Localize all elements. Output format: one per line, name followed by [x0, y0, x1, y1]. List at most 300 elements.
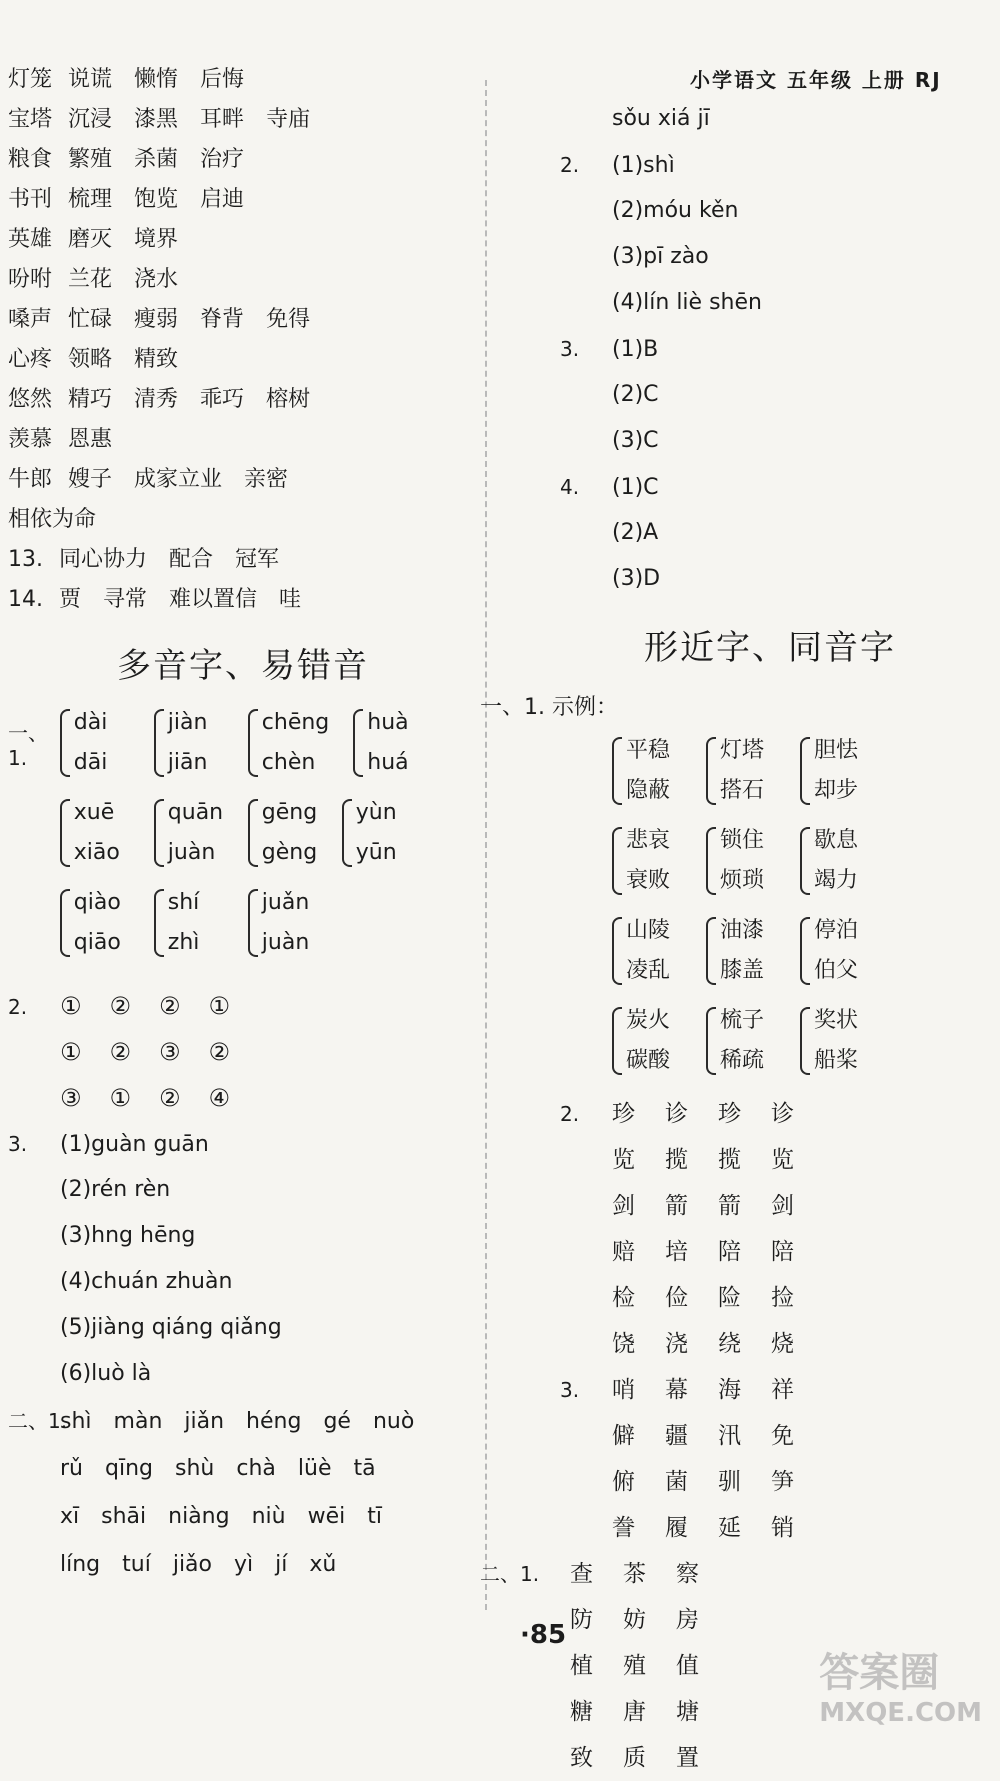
answer-cell: 笋 — [771, 1469, 794, 1495]
watermark — [819, 1641, 982, 1728]
pair-top: xuē — [73, 800, 115, 825]
pair-bottom: 烦琐 — [720, 868, 765, 893]
answer-cell: 疆 — [665, 1423, 688, 1449]
pinyin-pair — [248, 883, 318, 963]
answer-cell: 险 — [718, 1285, 741, 1311]
word: 哇 — [279, 587, 302, 612]
q4-block — [8, 1397, 478, 1589]
pair-top: 胆怯 — [814, 738, 859, 763]
pinyin-cell: rǔ — [60, 1456, 83, 1481]
word: 磨灭 — [68, 227, 113, 252]
word: 免得 — [266, 307, 311, 332]
answer-cell: ① — [60, 992, 82, 1020]
s2-q2 — [560, 1091, 980, 1367]
answer-row — [8, 1075, 478, 1121]
answer-row — [560, 1367, 980, 1413]
answer-cell: 赔 — [612, 1239, 635, 1265]
answer-line — [560, 464, 980, 510]
answer-line — [8, 1213, 478, 1259]
word: 寺庙 — [266, 107, 311, 132]
pair-bottom: 却步 — [814, 778, 859, 803]
word: 乖巧 — [200, 387, 245, 412]
pair-bottom: dāi — [73, 750, 108, 775]
word: 英雄 — [8, 227, 53, 252]
pinyin-cell: niàng — [168, 1504, 230, 1529]
answer-row — [480, 1735, 980, 1781]
word: 牛郎 — [8, 467, 53, 492]
answer-cell: 览 — [612, 1147, 635, 1173]
answer-text: (1)B — [612, 337, 659, 362]
pair-top: 歇息 — [814, 828, 859, 853]
word-line — [8, 300, 478, 340]
answer-cell: 珍 — [718, 1101, 741, 1127]
word-line — [8, 500, 478, 540]
answer-line — [560, 510, 980, 556]
word: 恩惠 — [68, 427, 113, 452]
q1-block — [8, 703, 478, 973]
answer-text: (3)pī zào — [612, 244, 709, 269]
pinyin-cell: tā — [353, 1456, 376, 1481]
word-pair — [706, 821, 776, 901]
pair-top: 油漆 — [720, 918, 765, 943]
right-q2 — [560, 142, 980, 326]
answer-cell: 剑 — [771, 1193, 794, 1219]
answer-cell: ② — [109, 992, 132, 1020]
pinyin-cell: lüè — [297, 1456, 332, 1481]
pair-top: 悲哀 — [626, 828, 671, 853]
word: 繁殖 — [68, 147, 113, 172]
answer-line — [8, 1167, 478, 1213]
pair-top: 灯塔 — [720, 738, 765, 763]
word: 漆黑 — [134, 107, 179, 132]
pinyin-rows — [8, 1397, 478, 1589]
word: 领略 — [68, 347, 113, 372]
q3-block — [8, 1121, 478, 1397]
s2-q1-pairs — [612, 731, 952, 1091]
pair-top: 奖状 — [814, 1008, 859, 1033]
pair-bottom: 船桨 — [814, 1048, 859, 1073]
pinyin-cell: chà — [236, 1456, 276, 1481]
question-number: 3. — [8, 1132, 28, 1156]
question-number: 2. — [560, 1102, 580, 1126]
word-line — [8, 460, 478, 500]
pair-top: huà — [367, 710, 409, 735]
answer-row — [560, 1183, 980, 1229]
pair-bottom: juàn — [261, 930, 310, 955]
word: 兰花 — [68, 267, 113, 292]
answer-line — [560, 418, 980, 464]
word-line — [8, 340, 478, 380]
word: 境界 — [134, 227, 179, 252]
word-pair — [612, 731, 682, 811]
answer-cell: 殖 — [623, 1653, 646, 1679]
answer-cell: 哨 — [612, 1377, 635, 1403]
q3-lines — [8, 1121, 478, 1397]
word: 饱览 — [134, 187, 179, 212]
pair-bottom: 隐蔽 — [626, 778, 671, 803]
right-q4 — [560, 464, 980, 602]
pair-top: 山陵 — [626, 918, 671, 943]
answer-row — [560, 1321, 980, 1367]
word: 后悔 — [200, 67, 245, 92]
right-q3 — [560, 326, 980, 464]
answer-cell: 揽 — [665, 1147, 688, 1173]
word-line — [8, 220, 478, 260]
answer-cell: ② — [159, 992, 181, 1020]
word: 忙碌 — [68, 307, 113, 332]
question-number: 二、1. — [8, 1409, 68, 1433]
answer-cell: 延 — [718, 1515, 741, 1541]
answer-cell: ② — [208, 1038, 231, 1066]
answer-row — [560, 1459, 980, 1505]
column-divider — [485, 80, 487, 1610]
pair-top: 锁住 — [720, 828, 765, 853]
answer-cell: 销 — [771, 1515, 794, 1541]
pair-bottom: 伯父 — [814, 958, 859, 983]
answer-cell: 浇 — [665, 1331, 688, 1357]
word: 书刊 — [8, 187, 53, 212]
section-title-similar-chars: 形近字、同音字 — [644, 628, 896, 668]
word: 启迪 — [200, 187, 245, 212]
answer-row — [560, 1229, 980, 1275]
answer-row — [560, 1091, 980, 1137]
answer-cell: 幕 — [665, 1377, 688, 1403]
word: 宝塔 — [8, 107, 53, 132]
s2-q1-label: 一、1. 示例： — [480, 695, 618, 720]
pinyin-cell: tuí — [122, 1552, 151, 1577]
answer-cell: 箭 — [718, 1193, 741, 1219]
pinyin-cell: nuò — [372, 1409, 415, 1434]
answer-line — [560, 372, 980, 418]
pinyin-cell: jí — [275, 1552, 288, 1577]
word: 成家立业 — [134, 467, 223, 492]
pair-top: quān — [167, 800, 224, 825]
pinyin-pair — [342, 793, 412, 873]
word: 脊背 — [200, 307, 245, 332]
word-pair — [800, 1001, 870, 1081]
answer-text: (2)A — [612, 520, 659, 545]
answer-cell: 饶 — [612, 1331, 635, 1357]
pinyin-cell: gé — [323, 1409, 351, 1434]
word: 治疗 — [200, 147, 245, 172]
answer-line — [560, 326, 980, 372]
pair-bottom: 碳酸 — [626, 1048, 671, 1073]
answer-cell: ③ — [159, 1038, 181, 1066]
question-number: 4. — [560, 475, 580, 499]
pinyin-pair — [60, 703, 130, 783]
word: 吩咐 — [8, 267, 53, 292]
word-line — [8, 540, 478, 580]
pair-top: gēng — [261, 800, 318, 825]
answer-cell: 俯 — [612, 1469, 635, 1495]
pinyin-row — [8, 1397, 478, 1445]
pair-bottom: 衰败 — [626, 868, 671, 893]
page-header: 小学语文 五年级 上册 RJ — [690, 68, 942, 92]
word: 14. — [8, 587, 43, 612]
answer-cell: 履 — [665, 1515, 688, 1541]
word: 同心协力 — [59, 547, 148, 572]
watermark-text: 答案圈 — [819, 1650, 940, 1696]
answer-text: (2)rén rèn — [60, 1177, 171, 1202]
answer-cell: ① — [208, 992, 231, 1020]
word: 寻常 — [103, 587, 148, 612]
word: 难以置信 — [169, 587, 258, 612]
answer-line — [560, 280, 980, 326]
answer-cell: 汛 — [718, 1423, 741, 1449]
word: 配合 — [169, 547, 214, 572]
answer-cell: 誊 — [612, 1515, 635, 1541]
word-line — [8, 260, 478, 300]
answer-cell: 陪 — [771, 1239, 794, 1265]
answer-line — [560, 234, 980, 280]
pinyin-cell: héng — [246, 1409, 302, 1434]
pinyin-pair — [60, 883, 130, 963]
question-number: 3. — [560, 1378, 580, 1402]
word: 沉浸 — [68, 107, 113, 132]
pair-top: dài — [73, 710, 108, 735]
word: 榕树 — [266, 387, 311, 412]
section-title-polyphones: 多音字、易错音 — [117, 646, 369, 686]
pair-bottom: juàn — [167, 840, 216, 865]
answer-cell: ③ — [60, 1084, 82, 1112]
word: 精巧 — [68, 387, 113, 412]
answer-cell: 僻 — [612, 1423, 635, 1449]
word-pair — [706, 1001, 776, 1081]
watermark-url: MXQE.COM — [819, 1698, 982, 1728]
answer-cell: 俭 — [665, 1285, 688, 1311]
answer-cell: ② — [109, 1038, 132, 1066]
pinyin-cell: tī — [367, 1504, 382, 1529]
answer-cell: 珍 — [612, 1101, 635, 1127]
pinyin-cell: yì — [234, 1552, 254, 1577]
question-number: 2. — [8, 995, 28, 1019]
word-pair — [612, 1001, 682, 1081]
answer-text: (4)chuán zhuàn — [60, 1269, 233, 1294]
pinyin-pair — [353, 703, 423, 783]
pair-bottom: xiāo — [73, 840, 120, 865]
word-pair — [800, 821, 870, 901]
word: 瘦弱 — [134, 307, 179, 332]
answer-cell: 览 — [771, 1147, 794, 1173]
answer-cell: 妨 — [623, 1607, 646, 1633]
answer-cell: 培 — [665, 1239, 688, 1265]
pinyin-cell: màn — [113, 1409, 163, 1434]
pair-bottom: 竭力 — [814, 868, 859, 893]
question-number: 3. — [560, 337, 580, 361]
answer-cell: 祥 — [771, 1377, 794, 1403]
answer-row — [560, 1137, 980, 1183]
pair-top: 梳子 — [720, 1008, 765, 1033]
pinyin-cell: wēi — [307, 1504, 346, 1529]
pinyin-cell: xī — [60, 1504, 80, 1529]
pinyin-pair — [60, 793, 130, 873]
answer-text: (2)C — [612, 382, 659, 407]
word-line — [8, 100, 478, 140]
pair-bottom: jiān — [167, 750, 208, 775]
answer-cell: 糖 — [570, 1699, 593, 1725]
word: 亲密 — [244, 467, 289, 492]
answer-line — [560, 188, 980, 234]
answer-row — [480, 1551, 980, 1597]
q2-block — [8, 983, 478, 1121]
word: 贾 — [59, 587, 82, 612]
pair-top: 停泊 — [814, 918, 859, 943]
answer-text: (3)hng hēng — [60, 1223, 196, 1248]
word: 嗓声 — [8, 307, 53, 332]
answer-text: (2)móu kěn — [612, 198, 739, 223]
word-line — [8, 180, 478, 220]
answer-cell: 植 — [570, 1653, 593, 1679]
pair-bottom: qiāo — [73, 930, 121, 955]
answer-row — [560, 1413, 980, 1459]
pinyin-pair — [154, 703, 224, 783]
word-line — [8, 380, 478, 420]
answer-cell: 质 — [623, 1745, 646, 1771]
answer-cell: 剑 — [612, 1193, 635, 1219]
pair-top: 炭火 — [626, 1008, 671, 1033]
word-line — [8, 580, 478, 620]
pair-bottom: 凌乱 — [626, 958, 671, 983]
word: 说谎 — [68, 67, 113, 92]
answer-cell: 捡 — [771, 1285, 794, 1311]
answer-cell: 唐 — [623, 1699, 646, 1725]
answer-cell: 揽 — [718, 1147, 741, 1173]
pinyin-row — [8, 1541, 478, 1589]
q1-label: 一、1. — [8, 721, 48, 770]
pinyin-cell: niù — [251, 1504, 286, 1529]
word-line — [8, 140, 478, 180]
pinyin-pair — [154, 793, 224, 873]
pair-bottom: 膝盖 — [720, 958, 765, 983]
answer-cell: 箭 — [665, 1193, 688, 1219]
pair-top: qiào — [73, 890, 121, 915]
pinyin-cell: xǔ — [309, 1552, 337, 1577]
pinyin-cell: shì — [60, 1409, 92, 1434]
answer-line — [8, 1121, 478, 1167]
pair-bottom: huá — [367, 750, 409, 775]
answer-cell: 值 — [676, 1653, 699, 1679]
answer-cell: ② — [159, 1084, 181, 1112]
answer-text: (6)luò là — [60, 1361, 152, 1386]
pair-bottom: 搭石 — [720, 778, 765, 803]
answer-text: (3)D — [612, 566, 661, 591]
pinyin-row — [8, 1445, 478, 1493]
word-pair — [800, 731, 870, 811]
pair-top: 平稳 — [626, 738, 671, 763]
answer-cell: 驯 — [718, 1469, 741, 1495]
answer-line — [8, 1305, 478, 1351]
pair-top: shí — [167, 890, 200, 915]
word: 懒惰 — [134, 67, 179, 92]
word: 灯笼 — [8, 67, 53, 92]
answer-row — [8, 983, 478, 1029]
answer-cell: ④ — [208, 1084, 231, 1112]
word-pair — [706, 911, 776, 991]
pair-top: juǎn — [261, 890, 310, 915]
q1-pairs — [60, 703, 478, 973]
answer-cell: 绕 — [718, 1331, 741, 1357]
word: 冠军 — [235, 547, 280, 572]
answer-cell: 诊 — [771, 1101, 794, 1127]
answer-cell: 海 — [718, 1377, 741, 1403]
answer-text: (3)C — [612, 428, 659, 453]
answer-cell: 防 — [570, 1607, 593, 1633]
word-pair — [612, 821, 682, 901]
answer-cell: 免 — [771, 1423, 794, 1449]
answer-cell: 诊 — [665, 1101, 688, 1127]
answer-row — [560, 1505, 980, 1551]
answer-row — [560, 1275, 980, 1321]
word: 相依为命 — [8, 507, 97, 532]
word: 心疼 — [8, 347, 53, 372]
word: 羡慕 — [8, 427, 53, 452]
word: 嫂子 — [68, 467, 113, 492]
answer-cell: 陪 — [718, 1239, 741, 1265]
answer-cell: 茶 — [623, 1561, 646, 1587]
pair-bottom: chèn — [261, 750, 316, 775]
word: 清秀 — [134, 387, 179, 412]
pair-bottom: yūn — [355, 840, 397, 865]
pair-top: chēng — [261, 710, 330, 735]
page-number: ·85 — [520, 1620, 567, 1650]
answer-text: (1)shì — [612, 153, 675, 178]
pinyin-cell: shāi — [101, 1504, 147, 1529]
s2-q3 — [560, 1367, 980, 1551]
pinyin-cell: shù — [175, 1456, 215, 1481]
word: 浇水 — [134, 267, 179, 292]
word: 13. — [8, 547, 43, 572]
pair-bottom: 稀疏 — [720, 1048, 765, 1073]
pair-bottom: zhì — [167, 930, 200, 955]
answer-line — [560, 556, 980, 602]
answer-cell: 置 — [676, 1745, 699, 1771]
top-pinyin-line: sǒu xiá jī — [612, 106, 710, 131]
word: 悠然 — [8, 387, 53, 412]
q2-rows — [8, 983, 478, 1121]
pinyin-cell: líng — [60, 1552, 101, 1577]
pinyin-pair — [154, 883, 224, 963]
word: 精致 — [134, 347, 179, 372]
answer-line — [8, 1351, 478, 1397]
answer-line — [8, 1259, 478, 1305]
answer-text: (4)lín liè shēn — [612, 290, 762, 315]
pinyin-pair — [248, 793, 318, 873]
answer-cell: 房 — [676, 1607, 699, 1633]
word-line — [8, 60, 478, 100]
word-pair — [706, 731, 776, 811]
left-column — [8, 60, 478, 1589]
pinyin-cell: qīng — [105, 1456, 153, 1481]
answer-cell: 察 — [676, 1561, 699, 1587]
answer-line — [560, 142, 980, 188]
answer-cell: 查 — [570, 1561, 593, 1587]
answer-cell: 致 — [570, 1745, 593, 1771]
answer-row — [8, 1029, 478, 1075]
pair-top: yùn — [355, 800, 397, 825]
word: 梳理 — [68, 187, 113, 212]
answer-cell: 烧 — [771, 1331, 794, 1357]
pair-top: jiàn — [167, 710, 208, 735]
word: 杀菌 — [134, 147, 179, 172]
answer-cell: 菌 — [665, 1469, 688, 1495]
word-line — [8, 420, 478, 460]
pinyin-cell: jiǎo — [172, 1552, 212, 1577]
word-pair — [800, 911, 870, 991]
pinyin-pair — [248, 703, 329, 783]
answer-cell: 塘 — [676, 1699, 699, 1725]
pinyin-row — [8, 1493, 478, 1541]
question-number: 二、1. — [480, 1562, 540, 1586]
